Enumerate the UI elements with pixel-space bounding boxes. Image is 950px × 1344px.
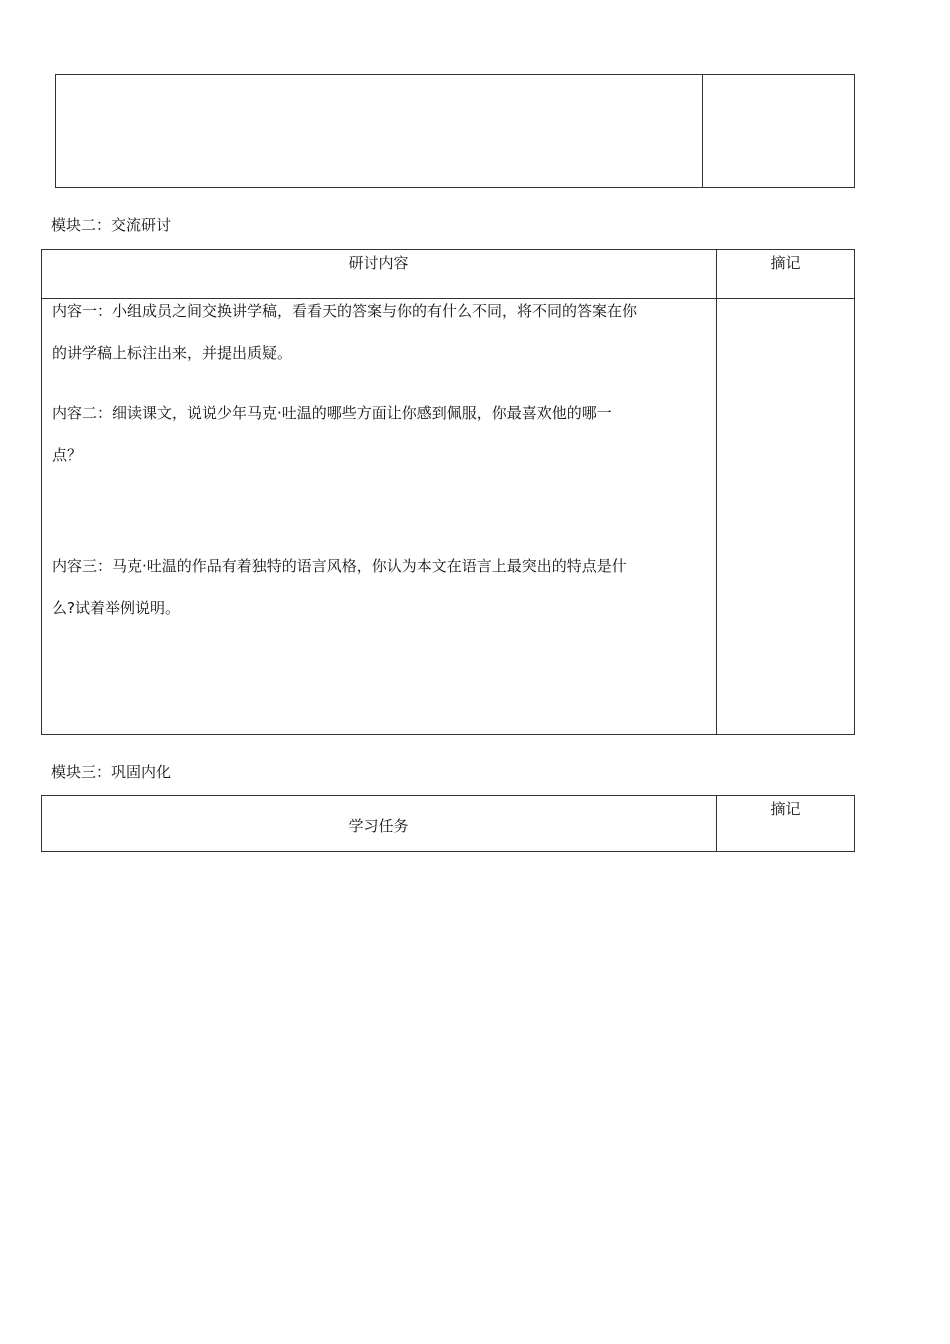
module2-table-divider [716, 249, 717, 735]
top-table [55, 74, 855, 188]
content-item-1-line-2: 的讲学稿上标注出来，并提出质疑。 [52, 344, 293, 362]
module3-heading: 模块三：巩固内化 [51, 763, 172, 781]
module3-col-task-header: 学习任务 [348, 817, 409, 835]
module2-heading: 模块二：交流研讨 [51, 216, 172, 234]
content-item-2-line-1: 内容二：细读课文，说说少年马克·吐温的哪些方面让你感到佩服，你最喜欢他的哪一 [52, 404, 612, 422]
content-item-3-line-2: 么?试着举例说明。 [52, 599, 180, 617]
content-item-2-line-2: 点？ [52, 446, 83, 464]
top-table-divider [702, 74, 703, 188]
module2-table [41, 249, 855, 735]
module2-col-notes-header: 摘记 [770, 254, 801, 272]
content-item-3-line-1: 内容三：马克·吐温的作品有着独特的语言风格，你认为本文在语言上最突出的特点是什 [52, 557, 627, 575]
module3-col-notes-header: 摘记 [770, 800, 801, 818]
content-item-1-line-1: 内容一：小组成员之间交换讲学稿，看看天的答案与你的有什么不同，将不同的答案在你 [52, 302, 638, 320]
module2-header-divider [41, 298, 855, 299]
module2-col-content-header: 研讨内容 [348, 254, 409, 272]
